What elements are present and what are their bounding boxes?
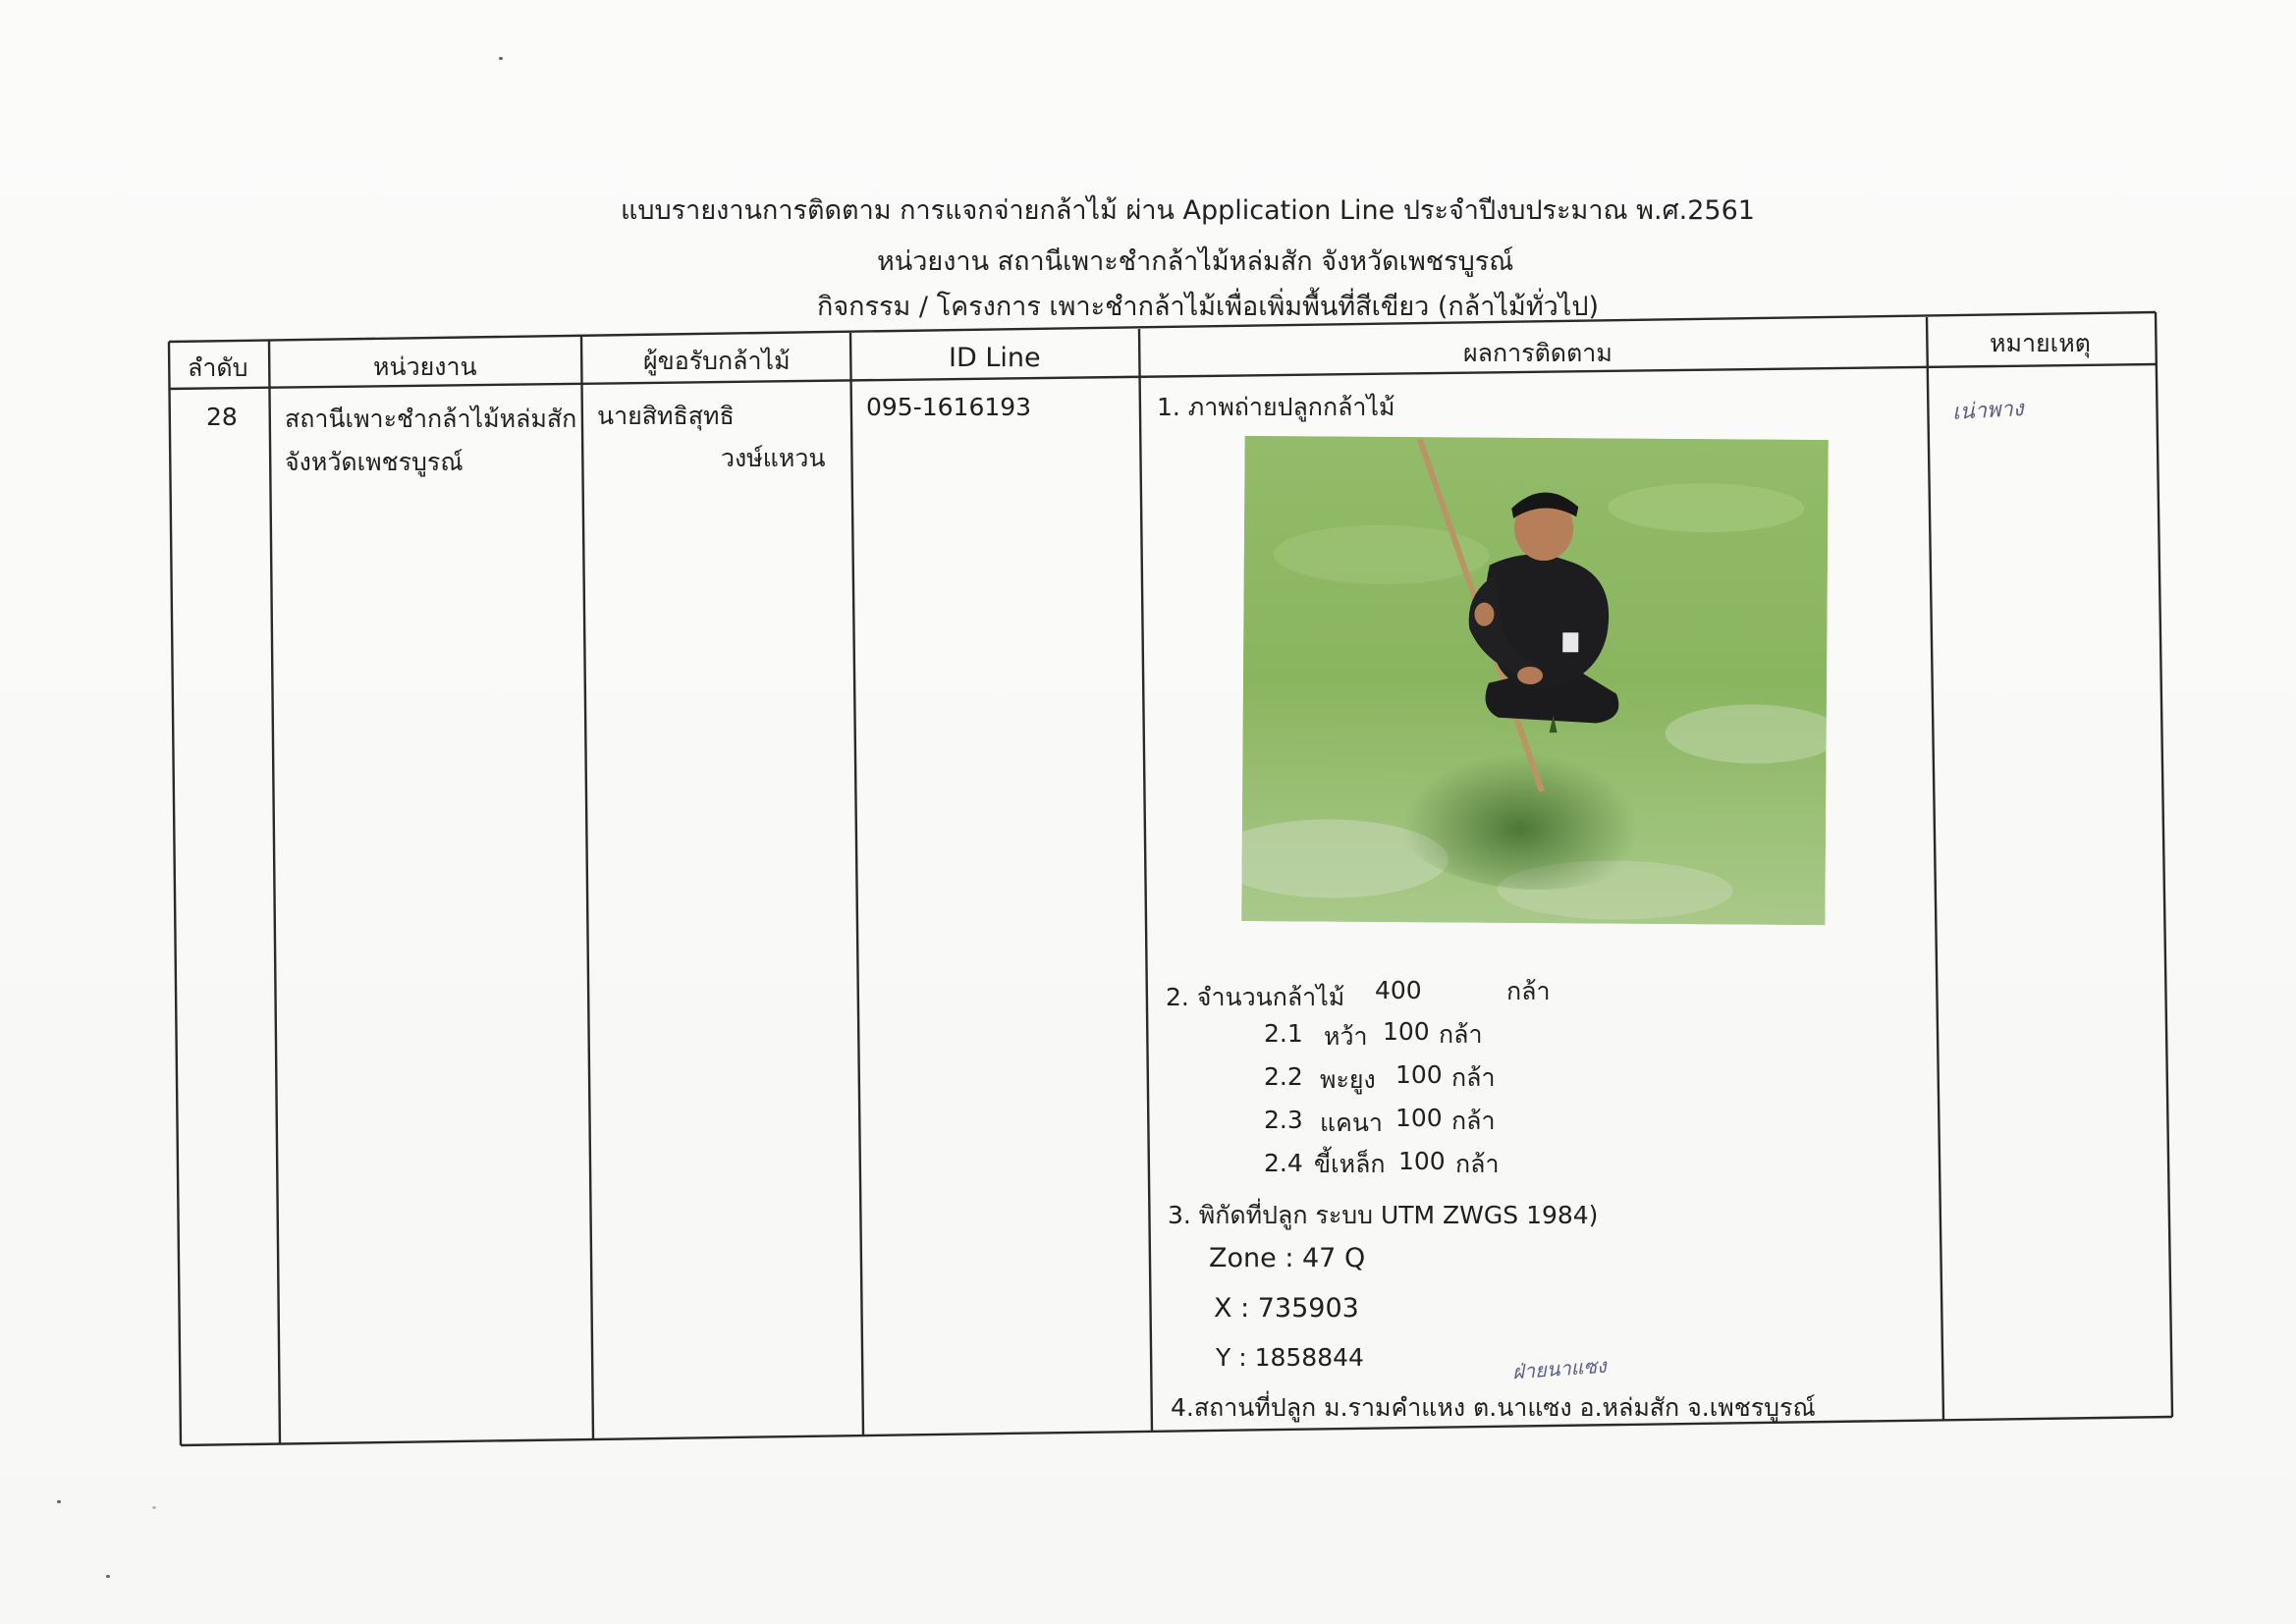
row-id-line: 095-1616193 bbox=[866, 393, 1032, 421]
species-name: ขี้เหล็ก bbox=[1314, 1150, 1386, 1178]
planting-photo bbox=[1241, 436, 1828, 925]
col-header-remark: หมายเหตุ bbox=[1990, 329, 2091, 357]
species-name: แคนา bbox=[1320, 1109, 1383, 1137]
col-header-id-line: ID Line bbox=[949, 343, 1041, 373]
row-requester-line1: นายสิทธิสุทธิ bbox=[597, 402, 735, 430]
species-qty: 100 bbox=[1395, 1060, 1443, 1089]
scan-speck bbox=[57, 1500, 61, 1503]
scan-speck bbox=[499, 57, 503, 60]
species-name: พะยูง bbox=[1320, 1065, 1376, 1094]
coord-label: 3. พิกัดที่ปลูก ระบบ UTM ZWGS 1984) bbox=[1168, 1201, 1599, 1229]
report-unit: หน่วยงาน สถานีเพาะชำกล้าไม้หล่มสัก จังหวัดเพชรบูรณ์ bbox=[877, 246, 1514, 277]
handwritten-note: ฝ่ายนาแซง bbox=[1511, 1353, 1608, 1384]
species-name: หว้า bbox=[1324, 1022, 1368, 1051]
species-qty: 100 bbox=[1395, 1104, 1443, 1132]
report-activity: กิจกรรม / โครงการ เพาะชำกล้าไม้เพื่อเพิ่มพื้นที่สีเขียว (กล้าไม้ทั่วไป) bbox=[817, 292, 1600, 322]
result-photo-label: 1. ภาพถ่ายปลูกกล้าไม้ bbox=[1157, 393, 1395, 421]
coord-x: X : 735903 bbox=[1214, 1293, 1359, 1324]
count-unit: กล้า bbox=[1506, 977, 1551, 1005]
scan-speck bbox=[152, 1506, 156, 1509]
species-unit: กล้า bbox=[1455, 1150, 1500, 1178]
row-requester-line2: วงษ์แหวน bbox=[721, 444, 826, 472]
row-unit-line2: จังหวัดเพชรบูรณ์ bbox=[285, 448, 464, 476]
col-header-requester: ผู้ขอรับกล้าไม้ bbox=[643, 347, 791, 375]
species-unit: กล้า bbox=[1439, 1020, 1483, 1049]
species-unit: กล้า bbox=[1451, 1107, 1496, 1135]
col-header-result: ผลการติดตาม bbox=[1463, 339, 1613, 367]
species-qty: 100 bbox=[1398, 1147, 1446, 1175]
species-qty: 100 bbox=[1383, 1017, 1430, 1046]
row-seq: 28 bbox=[206, 403, 238, 431]
row-unit-line1: สถานีเพาะชำกล้าไม้หล่มสัก bbox=[285, 405, 577, 433]
count-label: 2. จำนวนกล้าไม้ bbox=[1166, 983, 1345, 1011]
species-unit: กล้า bbox=[1451, 1063, 1496, 1092]
remark-handwriting: เน่าพาง bbox=[1951, 397, 2025, 425]
col-header-unit: หน่วยงาน bbox=[373, 352, 477, 381]
report-title: แบบรายงานการติดตาม การแจกจ่ายกล้าไม้ ผ่าน Application Line ประจำปีงบประมาณ พ.ศ.2561 bbox=[621, 195, 1755, 226]
count-value: 400 bbox=[1375, 976, 1422, 1004]
species-no: 2.3 bbox=[1264, 1106, 1303, 1134]
coord-zone: Zone : 47 Q bbox=[1209, 1243, 1366, 1273]
planting-place: 4.สถานที่ปลูก ม.รามคำแหง ต.นาแซง อ.หล่มสัก จ.เพชรบูรณ์ bbox=[1171, 1393, 1816, 1422]
coord-y: Y : 1858844 bbox=[1216, 1343, 1364, 1372]
col-header-seq: ลำดับ bbox=[188, 353, 248, 382]
species-no: 2.4 bbox=[1264, 1149, 1303, 1177]
species-no: 2.1 bbox=[1264, 1019, 1303, 1048]
scan-speck bbox=[106, 1575, 110, 1578]
species-no: 2.2 bbox=[1264, 1062, 1303, 1091]
